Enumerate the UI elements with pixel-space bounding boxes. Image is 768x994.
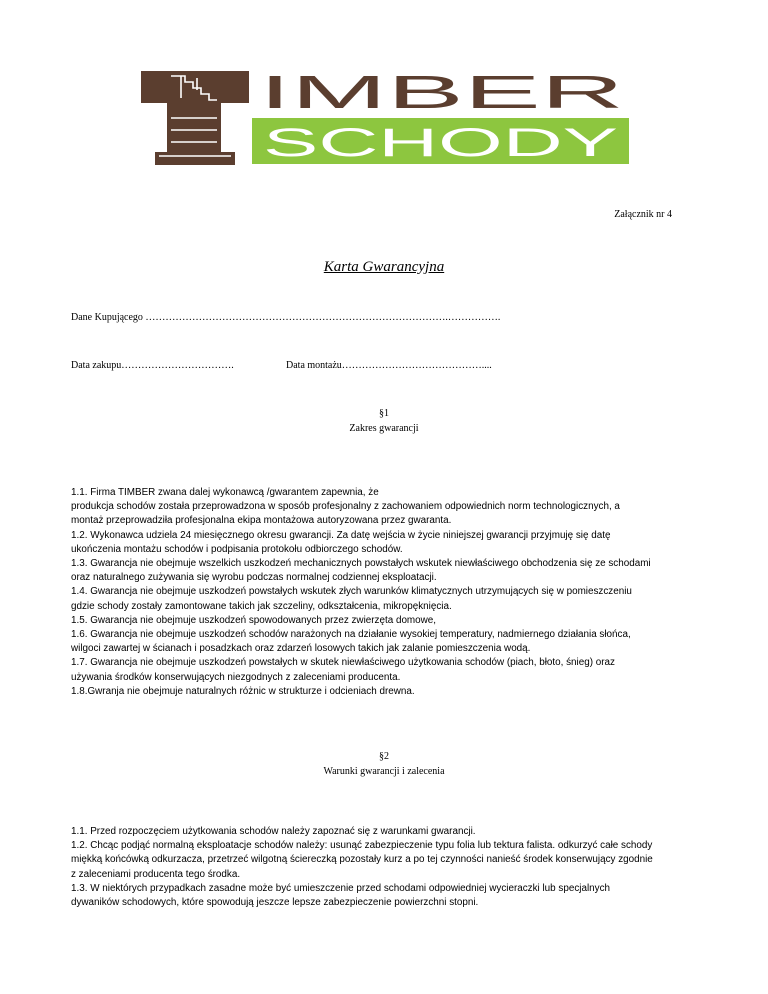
paragraph-line: montaż przeprowadziła profesjonalna ekipa montażowa autoryzowana przez gwaranta. — [71, 515, 452, 527]
paragraph-line: miękką końcówką odkurzacza, przetrzeć wilgotną ściereczką pozostały kurz a po tej czynności nanieść środek konserwujący zgodnie — [71, 854, 653, 866]
section-1-heading — [0, 406, 768, 436]
logo-word-imber: IMBER — [259, 68, 624, 118]
buyer-data-field: Dane Kupującego ……………………………………………………………………………….……………. — [71, 312, 501, 323]
logo-t-top — [141, 71, 249, 103]
section-1-number: §1 — [379, 408, 389, 419]
paragraph-line: oraz naturalnego zużywania się wyrobu podczas normalnej codziennej eksploatacji. — [71, 572, 437, 584]
annex-label: Załącznik nr 4 — [614, 209, 672, 220]
paragraph-line: wilgoci zawartej w ścianach i posadzkach oraz zdarzeń losowych takich jak zalanie pomieszczenia wodą. — [71, 643, 531, 655]
section-2-number: §2 — [379, 751, 389, 762]
section-1-body — [71, 486, 711, 699]
paragraph-line: ukończenia montażu schodów i podpisania protokołu odbiorczego schodów. — [71, 543, 403, 555]
paragraph-line: 1.7. Gwarancja nie obejmuje uszkodzeń powstałych w skutek niewłaściwego użytkowania schodów (piach, błoto, śnieg) oraz — [71, 657, 615, 669]
purchase-date-field: Data zakupu……………………………. — [71, 360, 234, 371]
logo-t-stem — [167, 103, 221, 155]
paragraph-line: 1.2. Wykonawca udziela 24 miesięcznego okresu gwarancji. Za datę wejścia w życie niniejszej gwarancji przyjmuję się datę — [71, 529, 611, 541]
logo-word-schody: SCHODY — [263, 121, 618, 165]
company-logo — [141, 68, 629, 168]
paragraph-line: gdzie schody zostały zamontowane takich jak szczeliny, odkształcenia, mikropęknięcia. — [71, 600, 452, 612]
section-2-heading — [0, 749, 768, 779]
paragraph-line: produkcja schodów została przeprowadzona w sposób profesjonalny z zachowaniem odpowiednich norm technologicznych, a — [71, 501, 620, 513]
paragraph-line: 1.4. Gwarancja nie obejmuje uszkodzeń powstałych wskutek złych warunków klimatycznych utrzymujących się w pomieszczeniu — [71, 586, 632, 598]
paragraph-line: 1.6. Gwarancja nie obejmuje uszkodzeń schodów narażonych na działanie wysokiej temperatury, nadmiernego działania słońca, — [71, 629, 631, 641]
section-1-title: Zakres gwarancji — [349, 423, 419, 434]
paragraph-line: używania środków konserwujących niezgodnych z zaleceniami producenta. — [71, 671, 401, 683]
document-title: Karta Gwarancyjna — [323, 259, 445, 275]
section-2-title: Warunki gwarancji i zalecenia — [323, 766, 445, 777]
paragraph-line: 1.1. Firma TIMBER zwana dalej wykonawcą /gwarantem zapewnia, że — [71, 487, 379, 498]
paragraph-line: 1.5. Gwarancja nie obejmuje uszkodzeń spowodowanych przez zwierzęta domowe, — [71, 614, 437, 626]
logo-t-base — [155, 152, 235, 165]
paragraph-line: 1.2. Chcąc podjąć normalną eksploatacje schodów należy: usunąć zabezpieczenie typu folia lub tektura falista. odkurzyć całe schody — [71, 840, 653, 852]
paragraph-line: dywaników schodowych, które spowodują jeszcze lepsze zabezpieczenie powierzchni stopni. — [71, 897, 479, 909]
installation-date-field: Data montażu…………………………………….... — [286, 360, 492, 371]
paragraph-line: 1.3. Gwarancja nie obejmuje wszelkich uszkodzeń mechanicznych powstałych wskutek niewłaściwego obchodzenia się ze schodami — [71, 558, 651, 570]
paragraph-line: 1.3. W niektórych przypadkach zasadne może być umieszczenie przed schodami odpowiedniej wycieraczki lub specjalnych — [71, 882, 610, 894]
paragraph-line: 1.8.Gwranja nie obejmuje naturalnych różnic w strukturze i odcieniach drewna. — [71, 685, 415, 697]
section-2-body — [71, 825, 711, 910]
paragraph-line: 1.1. Przed rozpoczęciem użytkowania schodów należy zapoznać się z warunkami gwarancji. — [71, 826, 476, 837]
logo-graphic — [141, 68, 629, 168]
paragraph-line: z zaleceniami producenta tego środka. — [71, 868, 241, 880]
